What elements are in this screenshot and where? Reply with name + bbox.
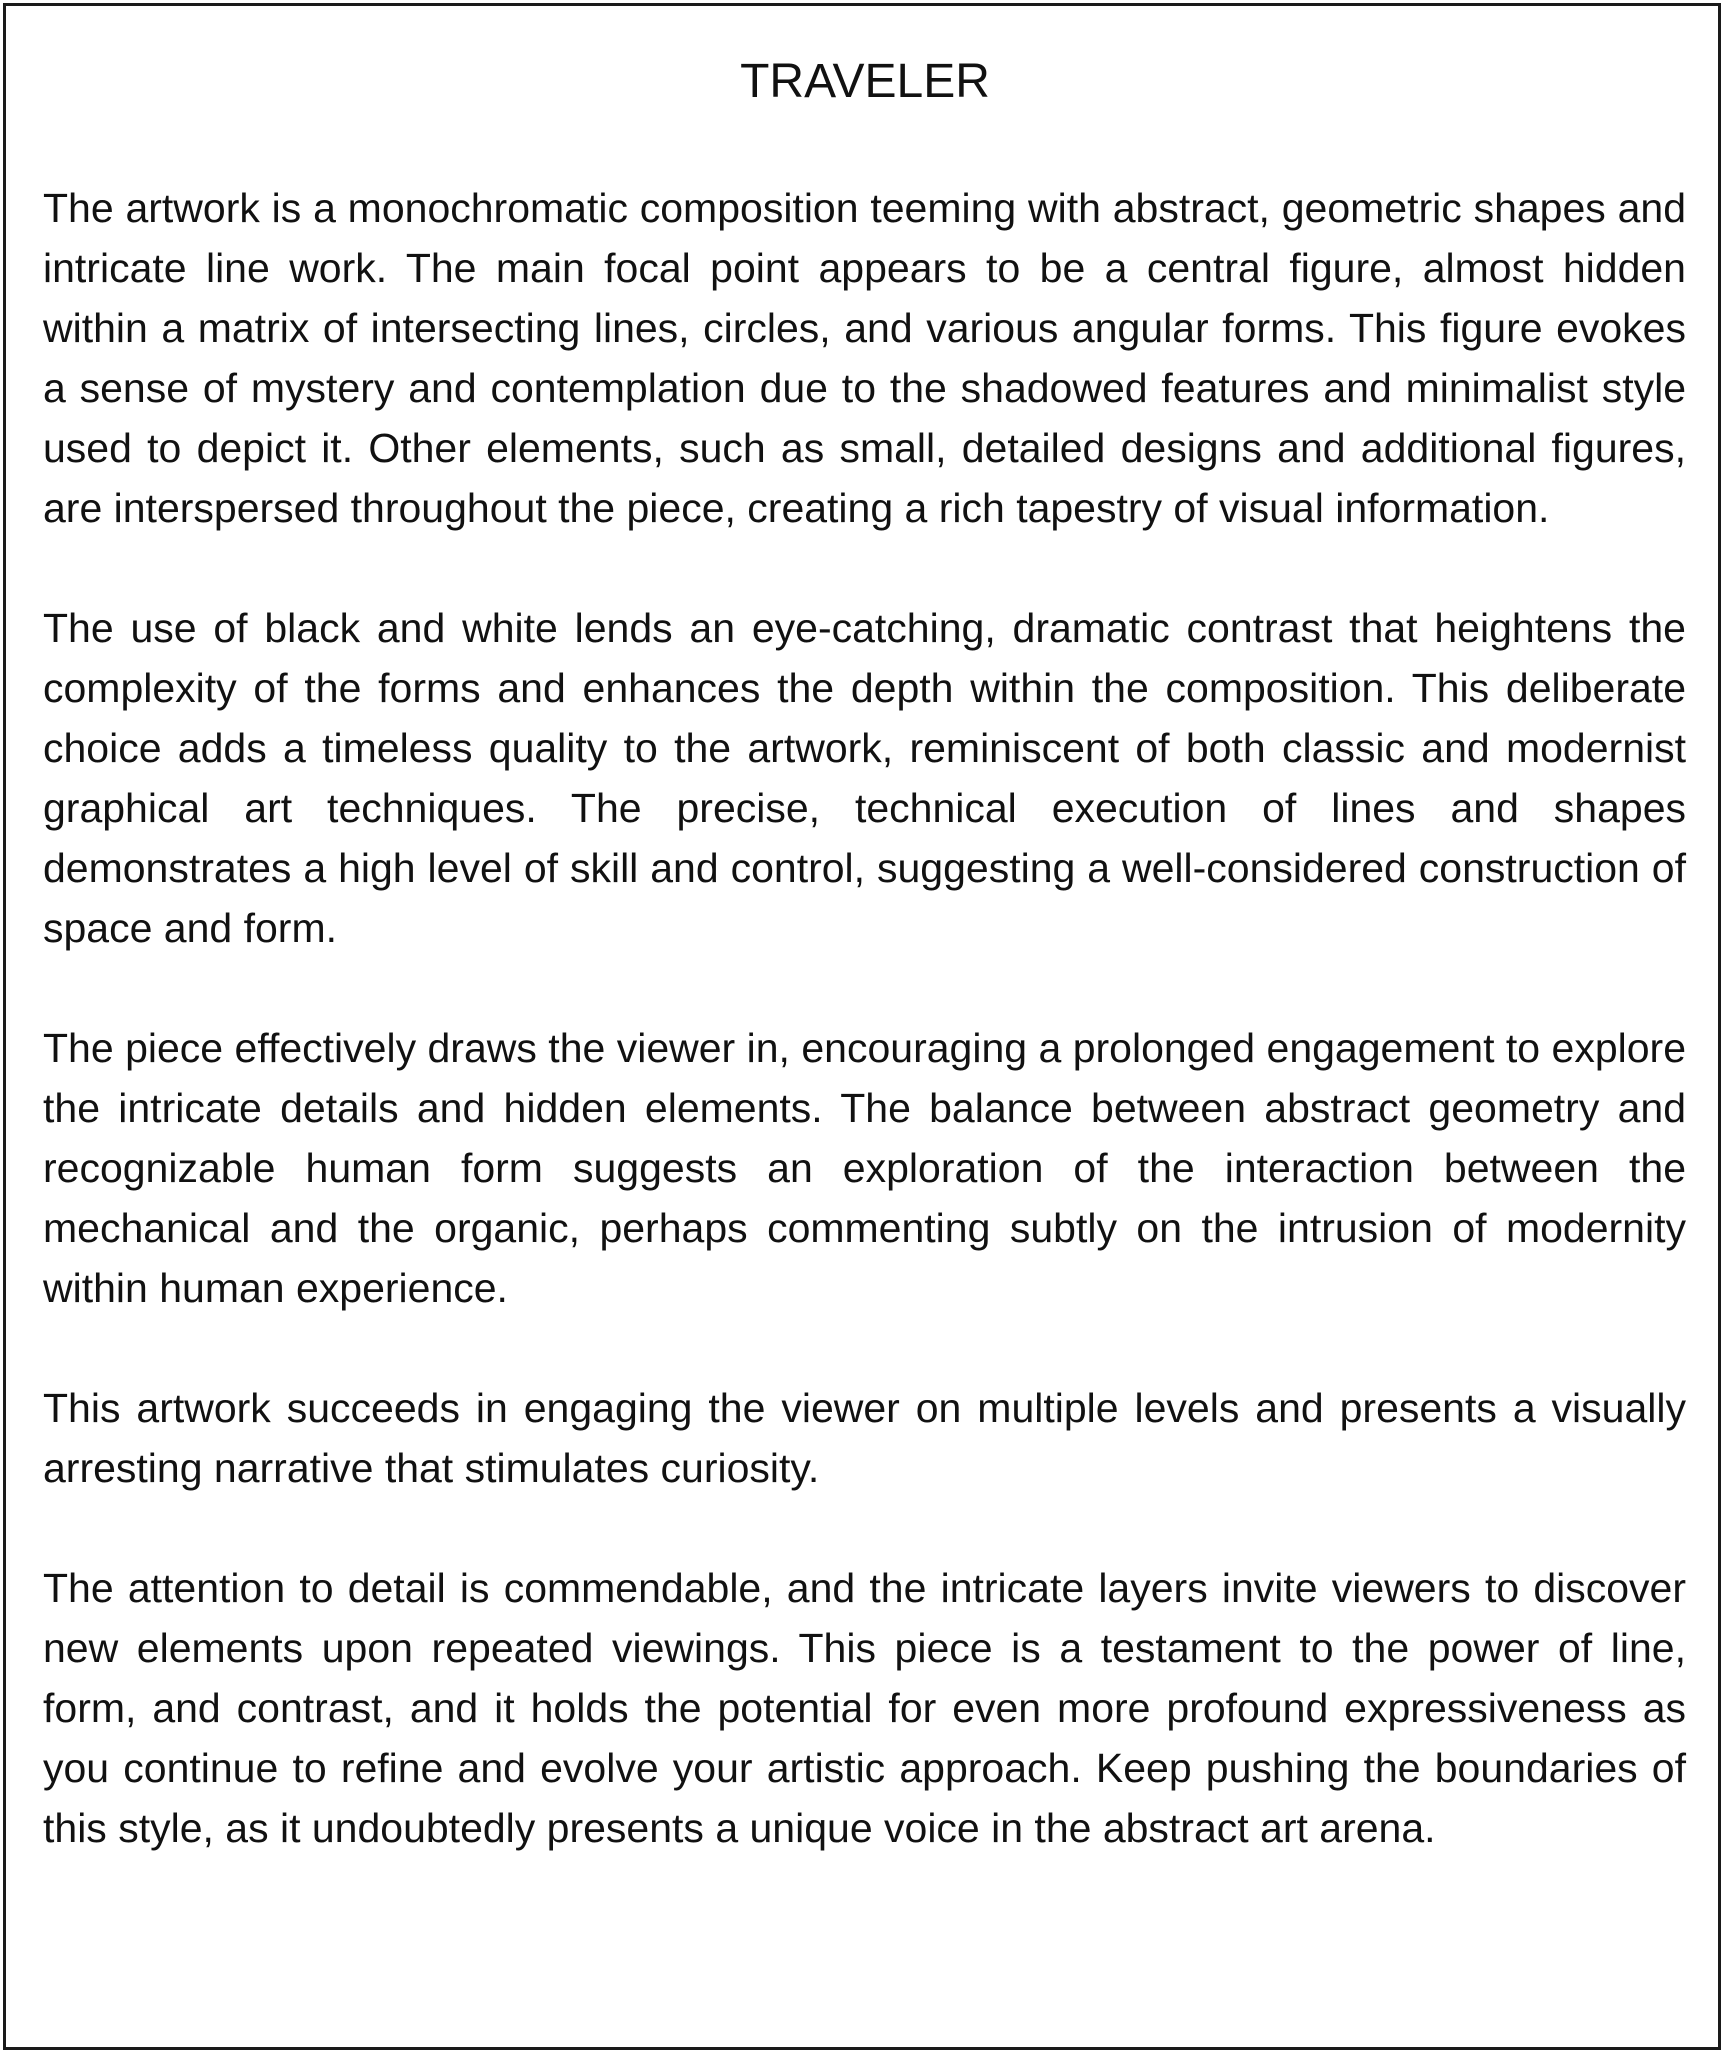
document-body [43,178,1686,1858]
paragraph-2: The use of black and white lends an eye-catching, dramatic contrast that heightens the complexity of the forms and enhances the depth within the composition. This deliberate choice adds a timeless quality to the artwork, reminiscent of both classic and modernist graphical art techniques. The precise, technical execution of lines and shapes demonstrates a high level of skill and control, suggesting a well-considered construction of space and form. [43,605,1686,951]
paragraph-4: This artwork succeeds in engaging the viewer on multiple levels and presents a visually arresting narrative that stimulates curiosity. [43,1385,1686,1491]
paragraph-3: The piece effectively draws the viewer in, encouraging a prolonged engagement to explore the intricate details and hidden elements. The balance between abstract geometry and recognizable human form suggests an exploration of the interaction between the mechanical and the organic, perhaps commenting subtly on the intrusion of modernity within human experience. [43,1025,1686,1311]
paragraph-5: The attention to detail is commendable, and the intricate layers invite viewers to discover new elements upon repeated viewings. This piece is a testament to the power of line, form, and contrast, and it holds the potential for even more profound expressiveness as you continue to refine and evolve your artistic approach. Keep pushing the boundaries of this style, as it undoubtedly presents a unique voice in the abstract art arena. [43,1565,1686,1851]
document-title: TRAVELER [740,55,990,108]
paragraph-1: The artwork is a monochromatic composition teeming with abstract, geometric shapes and intricate line work. The main focal point appears to be a central figure, almost hidden within a matrix of intersecting lines, circles, and various angular forms. This figure evokes a sense of mystery and contemplation due to the shadowed features and minimalist style used to depict it. Other elements, such as small, detailed designs and additional figures, are interspersed throughout the piece, creating a rich tapestry of visual information. [43,185,1686,531]
